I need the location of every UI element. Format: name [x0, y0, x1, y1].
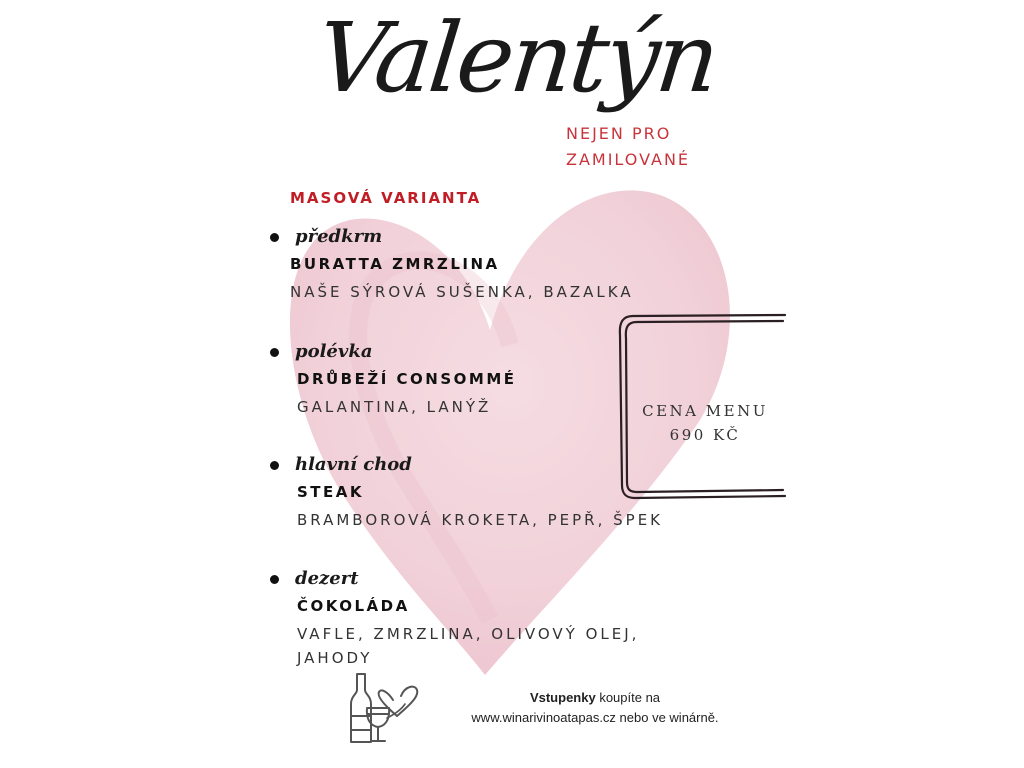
dish-description-line: VAFLE, ZMRZLINA, OLIVOVÝ OLEJ, — [297, 625, 640, 643]
dish-description-line: GALANTINA, LANÝŽ — [297, 398, 492, 416]
ticket-info-url-line: www.winarivinoatapas.cz nebo ve winárně. — [471, 710, 719, 725]
subtitle — [566, 121, 690, 173]
subtitle-line-1: NEJEN PRO — [566, 124, 672, 143]
ticket-info — [440, 688, 750, 728]
price-label: CENA MENU — [642, 402, 768, 420]
price-value: 690 KČ — [669, 426, 741, 444]
dish-name: BURATTA ZMRZLINA — [290, 255, 500, 273]
dish-description — [290, 280, 710, 304]
dish-description — [297, 508, 717, 532]
page-title: Valentýn — [312, 2, 722, 114]
dish-description-line: BRAMBOROVÁ KROKETA, PEPŘ, ŠPEK — [297, 511, 664, 529]
dish-description-line: JAHODY — [297, 649, 373, 667]
bullet-icon — [270, 233, 279, 242]
bullet-icon — [270, 348, 279, 357]
price-box — [630, 399, 780, 447]
dish-description — [297, 622, 717, 670]
course-name: hlavní chod — [295, 454, 412, 475]
menu-variant-heading: MASOVÁ VARIANTA — [290, 189, 482, 207]
course-name: dezert — [295, 568, 359, 589]
dish-name: STEAK — [297, 483, 365, 501]
subtitle-line-2: ZAMILOVANÉ — [566, 150, 691, 169]
dish-description-line: NAŠE SÝROVÁ SUŠENKA, BAZALKA — [290, 283, 634, 301]
course-name: předkrm — [295, 226, 383, 247]
bullet-icon — [270, 575, 279, 584]
ticket-info-text: koupíte na — [595, 690, 661, 705]
bullet-icon — [270, 461, 279, 470]
dish-name: DRŮBEŽÍ CONSOMMÉ — [297, 370, 517, 388]
ticket-info-line-1 — [440, 688, 750, 708]
ticket-info-bold: Vstupenky — [529, 690, 596, 705]
dish-name: ČOKOLÁDA — [297, 597, 410, 615]
wine-bottle-glass-heart-icon — [343, 672, 423, 746]
course-name: polévka — [295, 341, 373, 362]
